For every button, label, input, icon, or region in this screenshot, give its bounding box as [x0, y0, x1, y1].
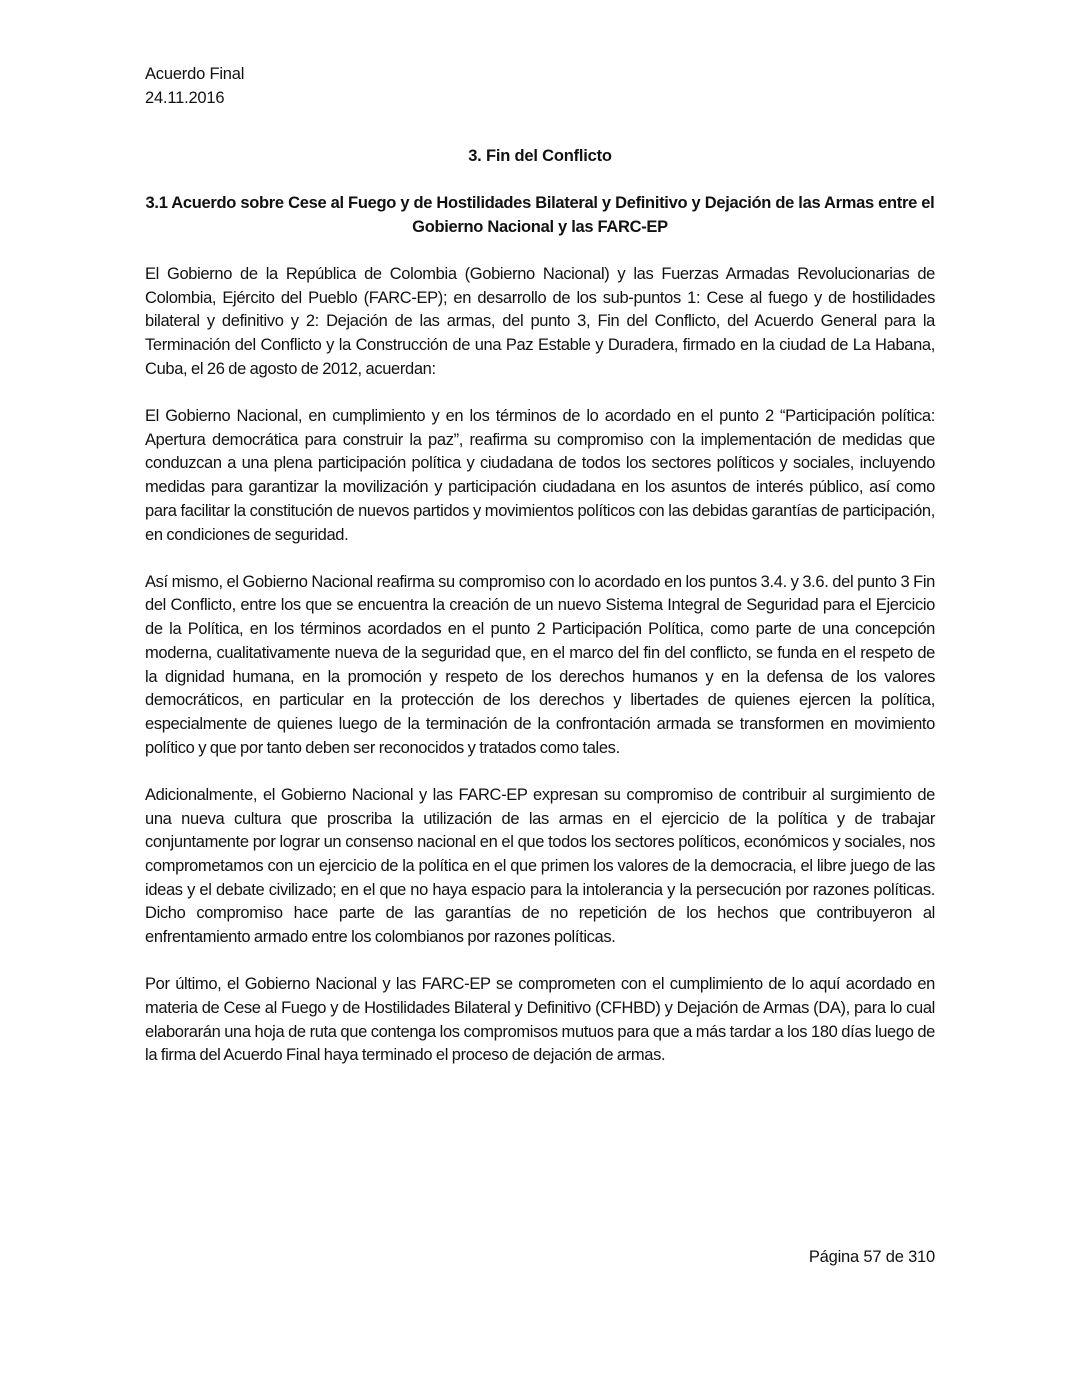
paragraph-sistema-seguridad: Así mismo, el Gobierno Nacional reafirma su compromiso con lo acordado en los puntos 3.4. y 3.6. del punto 3 Fin del Conflicto, entre los que se encuentra la creación de un nuevo Sistema Integral de Seguridad para el Ejercicio de la Política, en los términos acordados en el punto 2 Participación Política, como parte de una concepción moderna, cualitativamente nueva de la seguridad que, en el marco del fin del conflicto, se funda en el respeto de la dignidad humana, en la promoción y respeto de los derechos humanos y en la defensa de los valores democráticos, en particular en la protección de los derechos y libertades de quienes ejercen la política, especialmente de quienes luego de la terminación de la confrontación armada se transformen en movimiento político y que por tanto deben ser reconocidos y tratados como tales. [145, 572, 935, 757]
page-header [145, 62, 244, 110]
subsection-title: 3.1 Acuerdo sobre Cese al Fuego y de Hostilidades Bilateral y Definitivo y Dejación de las Armas entre el Gobierno Nacional y las FARC-EP [145, 194, 935, 236]
paragraph-nueva-cultura: Adicionalmente, el Gobierno Nacional y las FARC-EP expresan su compromiso de contribuir al surgimiento de una nueva cultura que proscriba la utilización de las armas en el ejercicio de la política y de trabajar conjuntamente por lograr un consenso nacional en el que todos los sectores políticos, económicos y sociales, nos comprometamos con un ejercicio de la política en el que primen los valores de la democracia, el libre juego de las ideas y el debate civilizado; en el que no haya espacio para la intolerancia y la persecución por razones políticas. Dicho compromiso hace parte de las garantías de no repetición de los hechos que contribuyeron al enfrentamiento armado entre los colombianos por razones políticas. [145, 785, 935, 947]
document-title: Acuerdo Final [145, 65, 245, 83]
paragraph-participacion-politica: El Gobierno Nacional, en cumplimiento y en los términos de lo acordado en el punto 2 “Participación política: Apertura democrática para construir la paz”, reafirma su compromiso con la implementación de medidas que conduzcan a una plena participación política y ciudadana de todos los sectores políticos y sociales, incluyendo medidas para garantizar la movilización y participación ciudadana en los asuntos de interés público, así como para facilitar la constitución de nuevos partidos y movimientos políticos con las debidas garantías de participación, en condiciones de seguridad. [145, 407, 935, 544]
paragraph-intro: El Gobierno de la República de Colombia (Gobierno Nacional) y las Fuerzas Armadas Revolucionarias de Colombia, Ejército del Pueblo (FARC-EP); en desarrollo de los sub-puntos 1: Cese al fuego y de hostilidades bilateral y definitivo y 2: Dejación de las armas, del punto 3, Fin del Conflicto, del Acuerdo General para la Terminación del Conflicto y la Construcción de una Paz Estable y Duradera, firmado en la ciudad de La Habana, Cuba, el 26 de agosto de 2012, acuerdan: [145, 265, 935, 378]
page-number: Página 57 de 310 [808, 1248, 935, 1266]
section-title: 3. Fin del Conflicto [468, 147, 612, 165]
page-body [145, 144, 935, 1092]
document-date: 24.11.2016 [145, 89, 225, 107]
paragraph-hoja-de-ruta: Por último, el Gobierno Nacional y las FARC-EP se comprometen con el cumplimiento de lo aquí acordado en materia de Cese al Fuego y de Hostilidades Bilateral y Definitivo (CFHBD) y Dejación de Armas (DA), para lo cual elaborarán una hoja de ruta que contenga los compromisos mutuos para que a más tardar a los 180 días luego de la firma del Acuerdo Final haya terminado el proceso de dejación de armas. [145, 975, 935, 1065]
